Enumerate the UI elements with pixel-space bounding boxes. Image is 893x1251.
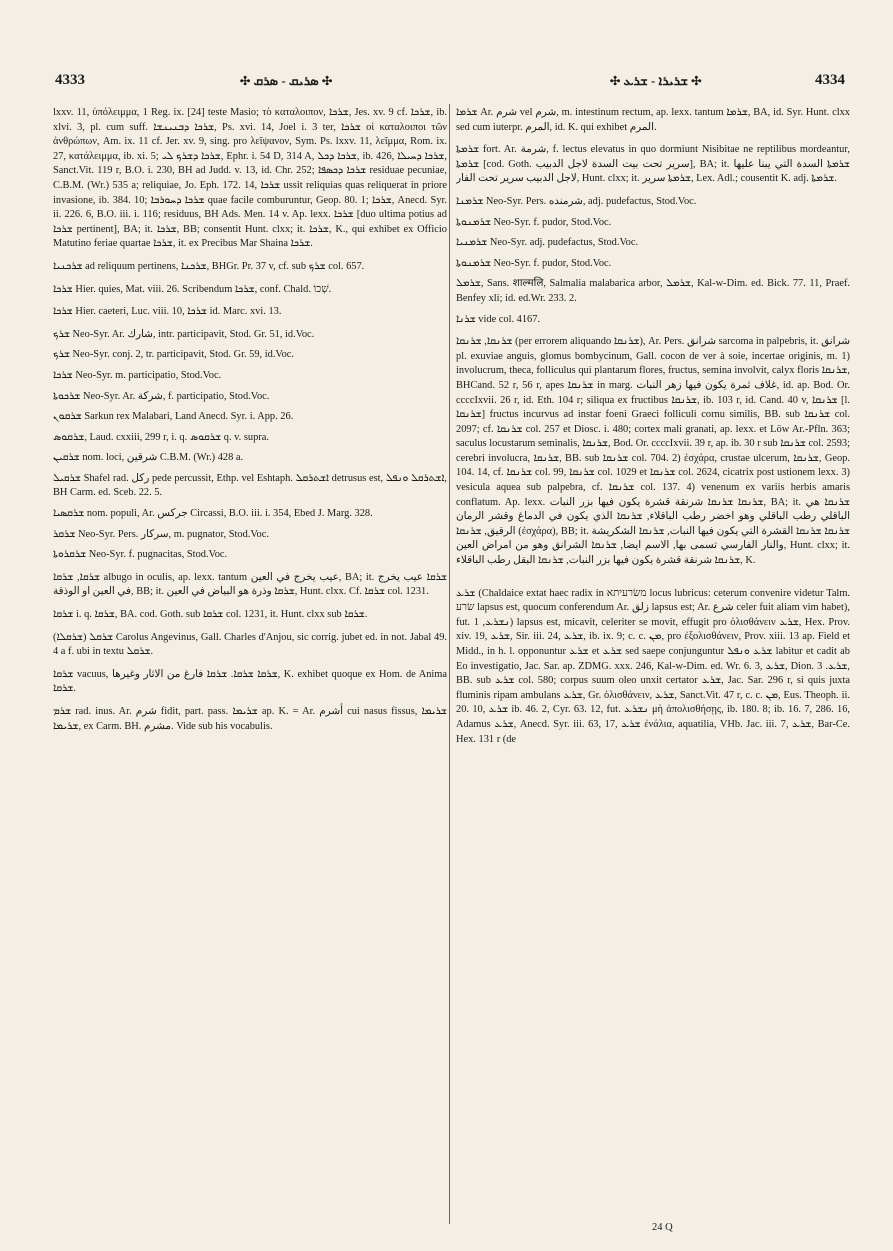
left-running-head: ✣ ܣܪܝܩ - ܣܪܩ ✣: [240, 73, 333, 88]
entry: ܫܪܡ rad. inus. Ar. شرم fidit, part. pass. ܫܪܝܡܐ ap. K. = Ar. أشرم cui nasus fissus, ܫܪܝܡܐ ܫܪܝܡܐ, ex Carm. BH. مشرم. Vide sub his vocabulis.: [53, 706, 447, 732]
left-page-number: 4333: [55, 72, 85, 88]
entry: ܫܪܩܐ vacuus, ܫܪܩܐ ܫܪܩܐ. ܫܪܩܐ فارغ من الاثار وغيرها, K. exhibet quoque ex Hom. de Anima ܫܪܩܐ.: [53, 668, 447, 695]
entry: ܫܪܡܠ, Sans. शाल्मलि, Salmalia malabarica arbor, ܫܪܡܠ, Kal-w-Dim. ed. Bick. 77. 11, Praef. Benfey xli; id. ed.Wr. 233. 2.: [456, 278, 850, 304]
signature-mark: 24 Q: [652, 1222, 673, 1233]
entry: ܫܪܟܐ Hier. caeteri, Luc. viii. 10, ܫܪܟܐ id. Marc. xvi. 13.: [53, 306, 282, 318]
entry: ܫܪܟܢܝܐ ad reliquum pertinens, ܫܪܟܢܐ, BHGr. Pr. 37 v, cf. sub ܫܪܟ col. 657.: [53, 260, 365, 272]
entry: ܫܪܡܢܘܬܐ Neo-Syr. f. pudor, Stod.Voc.: [456, 216, 612, 228]
entry: ܫܪܩܝܢ nom. loci, شرقين C.B.M. (Wr.) 428 a.: [53, 452, 244, 464]
column-divider: [449, 104, 450, 1224]
right-column: [456, 106, 850, 1236]
entry: ܫܪܟܐ Hier. quies, Mat. viii. 26. Scribendum ܫܪܟܐ, conf. Chald. שְׁכוֹ.: [53, 283, 332, 295]
left-column: [53, 106, 447, 1236]
entry: ܫܪܩܠ (ܫܪܩܠܐ) Carolus Angevinus, Gall. Charles d'Anjou, sic corrig. jubet ed. in not. Jabal 49. 4 a f. ubi in textu ܫܪܩܠ.: [53, 631, 447, 658]
entry: ܫܪܡܢܝܐ Neo-Syr. adj. pudefactus, Stod.Voc.: [456, 237, 639, 249]
entry: ܫܪܩܘܣ, Laud. cxxiii, 299 r, i. q. ܫܪܩܘܣ q. v. supra.: [53, 431, 269, 443]
entry: ܫܪܩܣܝܐ nom. populi, Ar. جركس Circassi, B.O. iii. i. 354, Ebed J. Marg. 328.: [53, 508, 373, 520]
right-running-head: ✣ ܫܪܝܪܐ - ܫܪܥ ✣: [610, 73, 702, 88]
entry: ܫܪܟ Neo-Syr. conj. 2, tr. participavit, Stod. Gr. 59, id.Voc.: [53, 349, 294, 361]
entry: ܫܪܟܐ Neo-Syr. m. participatio, Stod.Voc.: [53, 369, 222, 381]
entry: ܫܪܩܘܢ Sarkun rex Malabari, Land Anecd. Syr. i. App. 26.: [53, 411, 294, 423]
entry: ܫܪܟܘܬܐ Neo-Syr. Ar. شركة, f. participatio, Stod.Voc.: [53, 390, 270, 402]
entry: lxxv. 11, ὑπόλειμμα, 1 Reg. ix. [24] teste Masio; τὸ καταλοιπον, ܫܪܟܐ, Jes. xv. 9 cf. ܫܪܟܐ, ib. xlvi. 3, pl. cum suff. ܫܪܟܐ ܕܒܢܝܢܫܐ, Ps. xvi. 14, Joel i. 3 ter, ܫܪܟܐ οἱ καταλοιποι τῶν ἀνθρώπων, Am. ix. 11 cf. Jer. xv. 9, sing. pro λεῖψανον, Sym. Ps. lxxv. 11, λεῖμμα, Rom. ix. 27, κατάλειμμα, ib. xi. 5; ܫܪܟܐ ܕܫܪܟ ܠܝ, Ephr. i. 54 D, 314 A, ܫܪܟܐ ܕܟܠ, ib. 426, ܫܪܟܐ ܕܚܝܠܐ, Sanct.Vit. 119 r, B.O. i. 230, BH ad Judd. v. 13, id. Chr. 252; ܫܪܟܐ ܕܟܣܦܐ residuae pecuniae, C.B.M. (Wr.) 535 a; reliquiae, Jo. Eph. 172. 14, ܫܪܟܐ ussit reliquias quas reliquerat in priore invasione, ib. 384. 10; ܫܪܟܐ ܕܚܘܪܒܐ quae facile comburuntur, Geop. 80. 1; ܫܪܟܐ, Anecd. Syr. ii. 226. 6, B.O. iii. i. 116; residuus, BH Ads. Men. 14 v. Ap. lexx. ܫܪܟܐ [duo ultima potius ad ܫܪܟܐ pertinent], BA; it. ܫܪܟܐ, BB; consentit Hunt. clxx; it. ܫܪܟܐ, K., qui exhibet ex Officio Matutino feriae quartae ܫܪܟܐ, it. ex Precibus Mar Shaina ܫܪܟܐ.: [53, 107, 447, 250]
entry: ܫܪܡܬܐ fort. Ar. شرمة, f. lectus elevatus in quo dormiunt Nisibitae ne reptilibus mordeantur, ܫܪܡܬܐ [cod. Goth. سرير تحت بيت السدة لاجل الدبيب], BA; it. ܫܪܡܬܐ السدة التي يبنا عليها لاجل الدبيب سرير تحت الفار, Hunt. clxx; it. ܫܪܡܬܐ سرير, Lex. Adl.; cousentit K. adj. ܫܪܡܬܐ.: [456, 144, 850, 185]
entry: ܫܪܩܪ Neo-Syr. Pers. سركار, m. pugnator, Stod.Voc.: [53, 528, 269, 540]
entry: ܫܪܩܐ i. q. ܫܪܩܐ, BA. cod. Goth. sub ܫܪܩܐ col. 1231, it. Hunt. clxx sub ܫܪܩܐ.: [53, 609, 368, 621]
entry: ܫܪܩܝܠ Shafel rad. ركل pede percussit, Ethp. vel Eshtaph. ܐܫܬܪܩܠ detrusus est, ܐܫܬܪܩܠ ܘܢܦܠ, BH Carm. ed. Sceb. 22. 5.: [53, 472, 447, 499]
entry: ܫܪܡܢܐ Neo-Syr. Pers. شرمنده, adj. pudefactus, Stod.Voc.: [456, 195, 697, 207]
right-page-number: 4334: [815, 72, 845, 88]
entry: ܫܪܡܢܘܬܐ Neo-Syr. f. pudor, Stod.Voc.: [456, 257, 612, 269]
entry: ܫܪܩܐ, ܫܪܩܐ albugo in oculis, ap. lexx. tantum عيب يخرج في العين, BA; it. ܫܪܩܐ عيب يخرج في العين او الوذقة, BB; it. ܫܪܩܐ وذرة هو البياض في العين, Hunt. clxx. Cf. ܫܪܩܐ col. 1231.: [53, 571, 447, 598]
entry: ܫܪܩܪܘܬܐ Neo-Syr. f. pugnacitas, Stod.Voc.: [53, 549, 228, 561]
entry: ܫܪܢܩܐ, ܫܪܢܩܐ (per errorem aliquando ܫܪܢܩܐ), Ar. Pers. شرانق sarcoma in palpebris, it. شرانق pl. exuviae anguis, glomus bombycinum, Gall. cocon de ver à soie, incertae originis, m. 1) involucrum, theca, folliculus qui plantarum flores, fructus, semina involvit, calyx floris ܫܪܢܩܐ, BHCand. 52 r, 56 r, apes ܫܪܢܩܐ in marg. غلاف ثمرة يكون فيها زهر النبات, id. ap. Bod. Or. ccccIxvii. 26 r, id. Eth. 104 r; siliqua ex fructibus ܫܪܢܩܐ, ib. 103 r, id. Cand. 40 v, ܫܪܢܩܐ [l. ܫܪܢܩܐ] fructus incurvus ad instar foeni Graeci folliculi cornu similis, BB. sub ܫܪܢܩܐ col. 2097; cf. ܫܪܢܩܐ col. 257 et Diosc. i. 480; cortex mali granati, ap. lexx. et Löw Ar.-Pfln. 363; saculus locustarum seminalis, ܫܪܢܩܐ, Bod. Or. ccccIxvii. 39 r, ap. ib. 30 r sub ܫܪܢܩܐ col. 2593; cerebri involucra, ܫܪܢܩܐ, BB. sub ܫܪܢܩܐ col. 704. 2) ἐσχάρα, crustae ulcerum, ܫܪܢܩܐ, Geop. 104. 14, cf. ܫܪܢܩܐ col. 99, ܫܪܢܩܐ col. 1029 et ܫܪܢܩܐ col. 2624, cicatrix post ustionem lexx. 3) vesicula aquea sub palpebra, cf. ܫܪܢܩܐ col. 137. 4) venenum ex variis herbis amaris conflatum. Ap. lexx. ܫܪܢܩܐ ܫܪܢܩܐ شرنقة قشرة يكون فيها بزر النبات, BA; it. ܫܪܢܩܐ هي الباقلي رطب الباقلي وهو اخضر رطب الباقلاء, ܫܪܢܩܐ الذي يكون في الدماغ وقشر الرمان الرقيق, ܫܪܢܩܐ (ἐσχάρα), BB; it. ܫܪܢܩܐ ܫܪܢܩܐ القشرة التي يكون فيها النبات, ܫܪܢܩܐ الشكريشة والنار الفارسي تسمى بها, الاسم ايضا, ܫܪܢܩܐ الشرانق وهو من امراض العين, Hunt. clxx; it. ܫܪܢܩܐ شرنقة قشرة يكون فيها بزر النبات, ܫܪܢܩܐ البقل رطب الباقلاء, K.: [456, 336, 850, 567]
page-header: [55, 72, 845, 94]
entry: ܫܪܥ (Chaldaice extat haec radix in משׂרעיתא locus lubricus: ceterum convenire videtur Talm. שׂרע lapsus est, quocum conferendum Ar. زلق lapsus est; Ar. شرع celer fuit aliam vim habet), fut. ܢܫܪܥ, 1) lapsus est, micavit, celeriter se movit, effugit pro ὀλισθάνειν ܫܪܥ, Hex. Prov. xiv. 19, ܫܪܥ, Sir. iii. 24, ܫܪܥ, ib. ix. 9; c. c. ܡܢ, pro ἐξολισθάνειν, Prov. xiii. 13 ap. Field et Midd., in h. l. opponuntur ܫܪܥ et ܫܪܥ sed saepe conjunguntur ܫܪܥ ܘܢܦܠ labitur et cadit ab Eo investigatio, Jac. Sar. ap. ZDMG. xxx. 246, Kal-w-Dim. ed. Wr. 6. 3, ܫܪܥ, Dion. ܫܪܥ. 3, BB. sub ܫܪܥ col. 580; corpus suum oleo unxit certator ܫܪܥ, Jac. Sar. 296 r, si quis juxta fluminis ripam ambulans ܫܪܥ, Gr. ὀλισθάνειν, ܫܪܥ, Sanct.Vit. 47 r, c. c. ܡܢ, Eus. Theoph. ii. 20. 10, ܫܪܥ ib. 46. 2, Cyr. 63. 12, fut. ܢܫܪܥ μὴ ἀπολισθήσῃς, ib. 180. 8; ib. 16. 7, 286. 16, Adamus ܫܪܥ, Anecd. Syr. iii. 63, 17, ܫܪܥ ἐνάλια, aquatilia, VHb. Jac. iii. 7, ܫܪܥ, Bar-Ce. Hex. 131 r (de: [456, 587, 850, 745]
entry: ܫܪܟ Neo-Syr. Ar. شارك, intr. participavit, Stod. Gr. 51, id.Voc.: [53, 328, 315, 340]
entry: ܫܪܡܐ Ar. شرم vel شرم, m. intestinum rectum, ap. lexx. tantum ܫܪܡܐ, BA, id. Syr. Hunt. clxx sed cum iuterpr. المرم, id. K. qui exhibet المرم.: [456, 107, 850, 133]
entry: ܫܪܢܐ vide col. 4167.: [456, 313, 541, 325]
